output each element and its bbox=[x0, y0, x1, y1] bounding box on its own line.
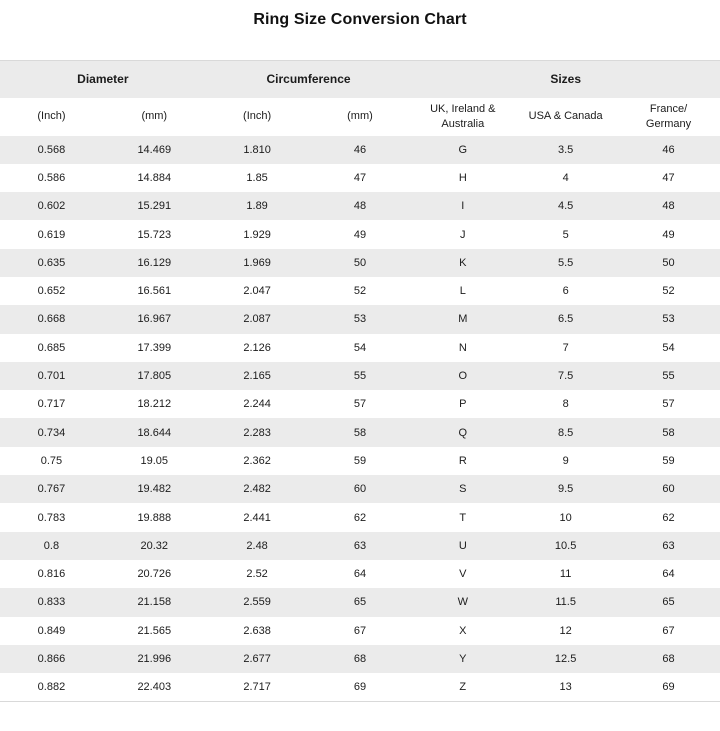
table-cell: 0.619 bbox=[0, 220, 103, 248]
table-cell: 8.5 bbox=[514, 418, 617, 446]
table-row bbox=[0, 617, 720, 645]
table-cell: 0.783 bbox=[0, 503, 103, 531]
table-cell: 0.602 bbox=[0, 192, 103, 220]
table-cell: 0.586 bbox=[0, 164, 103, 192]
table-cell: 0.635 bbox=[0, 249, 103, 277]
table-cell: 49 bbox=[309, 220, 412, 248]
table-cell: 2.48 bbox=[206, 532, 309, 560]
table-cell: 58 bbox=[309, 418, 412, 446]
column-header-france-germany: France/ Germany bbox=[617, 98, 720, 136]
table-cell: 16.561 bbox=[103, 277, 206, 305]
table-row bbox=[0, 475, 720, 503]
table-cell: 49 bbox=[617, 220, 720, 248]
table-cell: 47 bbox=[617, 164, 720, 192]
table-row bbox=[0, 532, 720, 560]
column-header-row bbox=[0, 98, 720, 136]
table-cell: 11.5 bbox=[514, 588, 617, 616]
table-cell: 18.644 bbox=[103, 418, 206, 446]
table-cell: 1.969 bbox=[206, 249, 309, 277]
ring-size-conversion-table bbox=[0, 60, 720, 702]
table-cell: 54 bbox=[617, 334, 720, 362]
table-cell: 0.866 bbox=[0, 645, 103, 673]
table-cell: 7 bbox=[514, 334, 617, 362]
table-cell: 2.52 bbox=[206, 560, 309, 588]
table-cell: 15.723 bbox=[103, 220, 206, 248]
table-cell: 5.5 bbox=[514, 249, 617, 277]
table-cell: N bbox=[411, 334, 514, 362]
table-cell: 10 bbox=[514, 503, 617, 531]
table-cell: 1.89 bbox=[206, 192, 309, 220]
table-cell: 0.833 bbox=[0, 588, 103, 616]
table-cell: 1.85 bbox=[206, 164, 309, 192]
table-cell: 11 bbox=[514, 560, 617, 588]
table-cell: 46 bbox=[309, 136, 412, 164]
table-cell: 6 bbox=[514, 277, 617, 305]
table-row bbox=[0, 249, 720, 277]
table-cell: 13 bbox=[514, 673, 617, 701]
table-row bbox=[0, 136, 720, 164]
table-cell: 59 bbox=[309, 447, 412, 475]
table-cell: 21.996 bbox=[103, 645, 206, 673]
table-cell: 20.726 bbox=[103, 560, 206, 588]
table-cell: V bbox=[411, 560, 514, 588]
table-cell: 0.882 bbox=[0, 673, 103, 701]
table-cell: 3.5 bbox=[514, 136, 617, 164]
table-cell: 50 bbox=[617, 249, 720, 277]
table-cell: I bbox=[411, 192, 514, 220]
table-cell: G bbox=[411, 136, 514, 164]
table-cell: 67 bbox=[309, 617, 412, 645]
table-cell: 2.087 bbox=[206, 305, 309, 333]
table-cell: 0.668 bbox=[0, 305, 103, 333]
table-cell: 50 bbox=[309, 249, 412, 277]
table-cell: 14.884 bbox=[103, 164, 206, 192]
table-cell: 0.652 bbox=[0, 277, 103, 305]
table-cell: 59 bbox=[617, 447, 720, 475]
table-cell: 46 bbox=[617, 136, 720, 164]
table-cell: 64 bbox=[617, 560, 720, 588]
table-cell: 21.565 bbox=[103, 617, 206, 645]
table-cell: P bbox=[411, 390, 514, 418]
table-cell: 19.482 bbox=[103, 475, 206, 503]
table-cell: 54 bbox=[309, 334, 412, 362]
table-row bbox=[0, 334, 720, 362]
table-cell: J bbox=[411, 220, 514, 248]
table-cell: 2.283 bbox=[206, 418, 309, 446]
table-cell: U bbox=[411, 532, 514, 560]
table-cell: 52 bbox=[309, 277, 412, 305]
table-cell: W bbox=[411, 588, 514, 616]
table-cell: H bbox=[411, 164, 514, 192]
table-cell: 17.399 bbox=[103, 334, 206, 362]
column-header-usa-canada: USA & Canada bbox=[514, 98, 617, 136]
group-header-circumference: Circumference bbox=[206, 61, 412, 98]
table-cell: R bbox=[411, 447, 514, 475]
table-cell: 57 bbox=[617, 390, 720, 418]
table-cell: 0.717 bbox=[0, 390, 103, 418]
table-cell: 9 bbox=[514, 447, 617, 475]
column-header-diameter-mm: (mm) bbox=[103, 98, 206, 136]
page-title: Ring Size Conversion Chart bbox=[253, 11, 467, 28]
table-cell: Q bbox=[411, 418, 514, 446]
table-cell: M bbox=[411, 305, 514, 333]
table-cell: 12.5 bbox=[514, 645, 617, 673]
table-row bbox=[0, 673, 720, 701]
table-cell: O bbox=[411, 362, 514, 390]
table-cell: 2.482 bbox=[206, 475, 309, 503]
column-header-circumference-mm: (mm) bbox=[309, 98, 412, 136]
table-row bbox=[0, 192, 720, 220]
column-header-diameter-inch: (Inch) bbox=[0, 98, 103, 136]
table-cell: 0.701 bbox=[0, 362, 103, 390]
table-cell: X bbox=[411, 617, 514, 645]
table-cell: 48 bbox=[309, 192, 412, 220]
table-cell: 0.849 bbox=[0, 617, 103, 645]
table-cell: 4.5 bbox=[514, 192, 617, 220]
table-body bbox=[0, 136, 720, 702]
table-cell: 64 bbox=[309, 560, 412, 588]
table-cell: 55 bbox=[309, 362, 412, 390]
table-cell: 0.734 bbox=[0, 418, 103, 446]
table-row bbox=[0, 503, 720, 531]
table-cell: 10.5 bbox=[514, 532, 617, 560]
table-cell: 5 bbox=[514, 220, 617, 248]
table-cell: 62 bbox=[309, 503, 412, 531]
table-cell: 0.685 bbox=[0, 334, 103, 362]
table-cell: 20.32 bbox=[103, 532, 206, 560]
table-cell: 19.05 bbox=[103, 447, 206, 475]
table-cell: 2.559 bbox=[206, 588, 309, 616]
table-cell: 2.362 bbox=[206, 447, 309, 475]
table-row bbox=[0, 164, 720, 192]
table-cell: 69 bbox=[617, 673, 720, 701]
table-cell: K bbox=[411, 249, 514, 277]
table-cell: L bbox=[411, 277, 514, 305]
group-header-sizes: Sizes bbox=[411, 61, 720, 98]
table-cell: 2.441 bbox=[206, 503, 309, 531]
table-cell: 2.126 bbox=[206, 334, 309, 362]
table-cell: 18.212 bbox=[103, 390, 206, 418]
table-row bbox=[0, 560, 720, 588]
table-cell: 8 bbox=[514, 390, 617, 418]
group-header-row bbox=[0, 61, 720, 98]
group-header-diameter: Diameter bbox=[0, 61, 206, 98]
column-header-uk-ireland-australia: UK, Ireland & Australia bbox=[411, 98, 514, 136]
table-cell: 17.805 bbox=[103, 362, 206, 390]
table-cell: 2.717 bbox=[206, 673, 309, 701]
table-cell: 0.816 bbox=[0, 560, 103, 588]
table-row bbox=[0, 447, 720, 475]
table-cell: 4 bbox=[514, 164, 617, 192]
table-cell: S bbox=[411, 475, 514, 503]
table-row bbox=[0, 220, 720, 248]
table-cell: 53 bbox=[309, 305, 412, 333]
table-cell: 0.8 bbox=[0, 532, 103, 560]
table-header bbox=[0, 61, 720, 136]
table-row bbox=[0, 418, 720, 446]
table-cell: 62 bbox=[617, 503, 720, 531]
table-cell: 2.244 bbox=[206, 390, 309, 418]
table-cell: 67 bbox=[617, 617, 720, 645]
table-cell: 63 bbox=[309, 532, 412, 560]
table-cell: 69 bbox=[309, 673, 412, 701]
table-row bbox=[0, 362, 720, 390]
table-cell: 68 bbox=[309, 645, 412, 673]
table-cell: 15.291 bbox=[103, 192, 206, 220]
table-cell: 0.568 bbox=[0, 136, 103, 164]
table-cell: T bbox=[411, 503, 514, 531]
table-cell: 2.165 bbox=[206, 362, 309, 390]
table-cell: 7.5 bbox=[514, 362, 617, 390]
table-cell: 2.677 bbox=[206, 645, 309, 673]
table-cell: 16.967 bbox=[103, 305, 206, 333]
table-cell: 9.5 bbox=[514, 475, 617, 503]
table-cell: 2.047 bbox=[206, 277, 309, 305]
table-cell: 1.810 bbox=[206, 136, 309, 164]
table-row bbox=[0, 277, 720, 305]
table-cell: 48 bbox=[617, 192, 720, 220]
table-cell: 2.638 bbox=[206, 617, 309, 645]
table-cell: 68 bbox=[617, 645, 720, 673]
table-cell: 52 bbox=[617, 277, 720, 305]
table-cell: 60 bbox=[309, 475, 412, 503]
table-cell: 16.129 bbox=[103, 249, 206, 277]
table-cell: 12 bbox=[514, 617, 617, 645]
table-cell: 47 bbox=[309, 164, 412, 192]
table-row bbox=[0, 305, 720, 333]
table-cell: 58 bbox=[617, 418, 720, 446]
table-cell: 1.929 bbox=[206, 220, 309, 248]
table-row bbox=[0, 390, 720, 418]
table-cell: 63 bbox=[617, 532, 720, 560]
table-cell: 22.403 bbox=[103, 673, 206, 701]
table-cell: 0.767 bbox=[0, 475, 103, 503]
table-cell: Y bbox=[411, 645, 514, 673]
table-cell: 19.888 bbox=[103, 503, 206, 531]
table-cell: 65 bbox=[617, 588, 720, 616]
table-cell: 0.75 bbox=[0, 447, 103, 475]
table-row bbox=[0, 645, 720, 673]
table-row bbox=[0, 588, 720, 616]
table-cell: 57 bbox=[309, 390, 412, 418]
table-cell: Z bbox=[411, 673, 514, 701]
table-cell: 60 bbox=[617, 475, 720, 503]
table-cell: 65 bbox=[309, 588, 412, 616]
table-cell: 55 bbox=[617, 362, 720, 390]
table-cell: 6.5 bbox=[514, 305, 617, 333]
column-header-circumference-inch: (Inch) bbox=[206, 98, 309, 136]
table-cell: 53 bbox=[617, 305, 720, 333]
table-cell: 14.469 bbox=[103, 136, 206, 164]
table-cell: 21.158 bbox=[103, 588, 206, 616]
